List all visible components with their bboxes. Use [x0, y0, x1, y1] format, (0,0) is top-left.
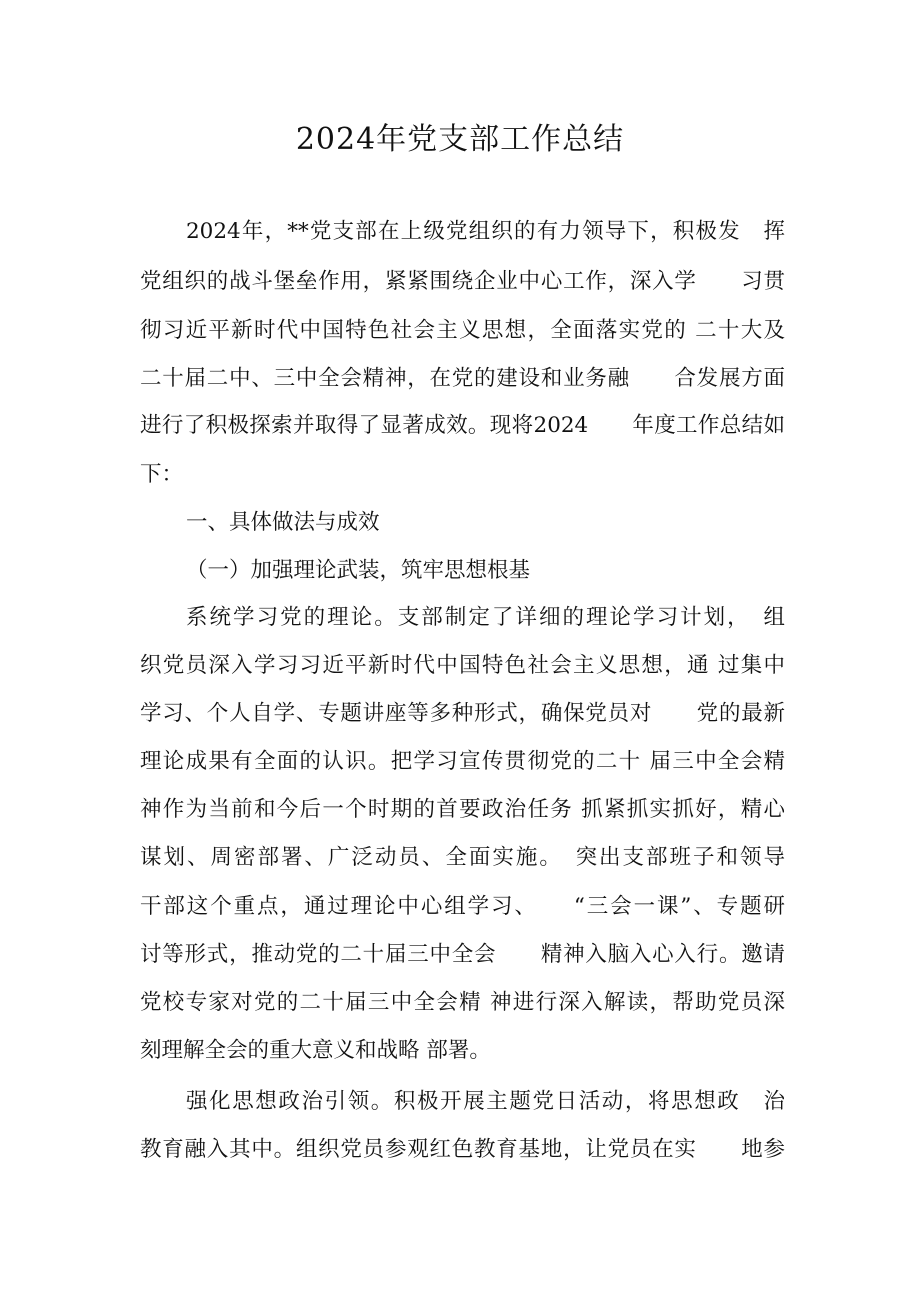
section-heading: 一、具体做法与成效: [186, 510, 380, 535]
paragraph-line: 神作为当前和今后一个时期的首要政治任务 抓紧抓实抓好，精心: [140, 797, 785, 822]
paragraph-line: 党组织的战斗堡垒作用，紧紧围绕企业中心工作，深入学 习贯: [140, 269, 785, 294]
paragraph-line: 强化思想政治引领。积极开展主题党日活动，将思想政 治: [186, 1089, 785, 1114]
paragraph-line: 下：: [140, 462, 184, 487]
paragraph-line: 谋划、周密部署、广泛动员、全面实施。 突出支部班子和领导: [140, 845, 785, 870]
paragraph-line: 彻习近平新时代中国特色社会主义思想，全面落实党的 二十大及: [140, 318, 785, 343]
paragraph-line: 理论成果有全面的认识。把学习宣传贯彻党的二十 届三中全会精: [140, 749, 785, 774]
paragraph-line: 织党员深入学习习近平新时代中国特色社会主义思想，通 过集中: [140, 653, 785, 678]
paragraph-line: 教育融入其中。组织党员参观红色教育基地，让党员在实 地参: [140, 1137, 785, 1162]
document-title: 2024年党支部工作总结: [295, 122, 625, 157]
paragraph-line: 进行了积极探索并取得了显著成效。现将2024 年度工作总结如: [140, 413, 785, 438]
paragraph-line: 刻理解全会的重大意义和战略 部署。: [140, 1038, 491, 1063]
paragraph-line: 学习、个人自学、专题讲座等多种形式，确保党员对 党的最新: [140, 701, 785, 726]
paragraph-line: 2024年，**党支部在上级党组织的有力领导下，积极发 挥: [186, 219, 785, 244]
subsection-heading: （一）加强理论武装，筑牢思想根基: [186, 558, 531, 583]
paragraph-line: 系统学习党的理论。支部制定了详细的理论学习计划， 组: [186, 605, 785, 630]
paragraph-line: 党校专家对党的二十届三中全会精 神进行深入解读，帮助党员深: [140, 990, 785, 1015]
paragraph-line: 干部这个重点，通过理论中心组学习、 “三会一课”、专题研: [140, 894, 785, 919]
paragraph-line: 二十届二中、三中全会精神，在党的建设和业务融 合发展方面: [140, 366, 785, 391]
paragraph-line: 讨等形式，推动党的二十届三中全会 精神入脑入心入行。邀请: [140, 942, 785, 967]
